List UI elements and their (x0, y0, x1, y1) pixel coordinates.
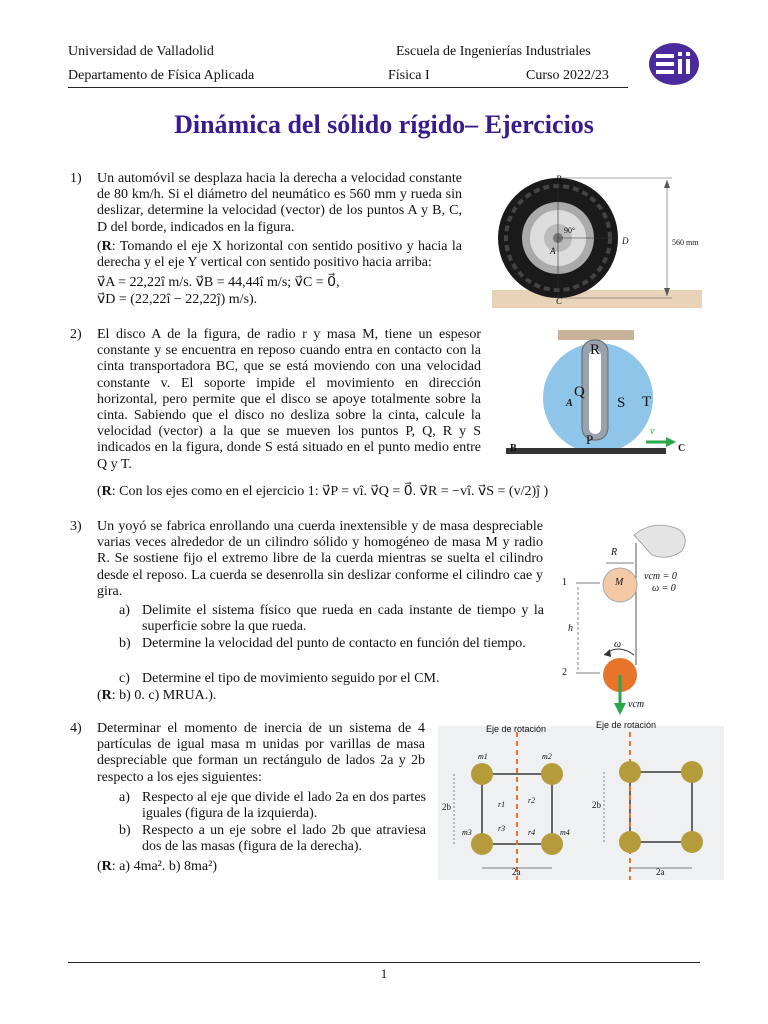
exercise-1-result-line1: v⃗A = 22,22î m/s. v⃗B = 44,44î m/s; v⃗C = 0⃗, (97, 275, 340, 290)
exercise-2-text: El disco A de la figura, de radio r y masa M, tiene un espesor constante y se encuentra en reposo cuando entra en contacto con la cinta transportadora BC, que se está moviendo con una velocidad constante v. El soporte impide el movimiento en dirección horizontal, pero permite que el disco se apoye totalmente sobre la cinta. Sabiendo que el disco no desliza sobre la cinta, calcule la velocidad (vector) a la que se mueven los puntos P, Q, R y S indicados en la figura, donde S está situado en el punto medio entre Q y T. (97, 327, 481, 472)
inertia-icon (438, 716, 724, 880)
exercise-4-number: 4) (70, 721, 82, 736)
exercise-4-item-a-label: a) (119, 790, 130, 805)
exercise-4-item-b-label: b) (119, 823, 131, 838)
tire-label-dim: 560 mm (672, 238, 699, 247)
yoyo-label-r: R (611, 547, 618, 558)
inertia-label-r3: r3 (498, 824, 506, 833)
course-year: Curso 2022/23 (526, 68, 609, 83)
exercise-2-result-label: R (101, 484, 112, 499)
disk-label-v: v (650, 426, 655, 437)
yoyo-figure (556, 515, 700, 715)
disk-icon (506, 330, 698, 460)
yoyo-icon (556, 515, 700, 715)
tire-label-a: A (550, 246, 556, 256)
inertia-label-r2: r2 (528, 796, 536, 805)
exercise-1-result: (R: Tomando el eje X horizontal con sentido positivo y hacia la derecha y el eje Y vertical con sentido positivo hacia arriba: (97, 239, 462, 271)
inertia-label-m4: m4 (560, 828, 570, 837)
tire-icon (492, 168, 702, 308)
exercise-2-result: (R: Con los ejes como en el ejercicio 1: v⃗P = vî. v⃗Q = 0⃗. v⃗R = −vî. v⃗S = (v/2)ĵ ) (97, 484, 549, 499)
inertia-axis-label-left: Eje de rotación (486, 724, 547, 734)
exercise-4-result-text: : a) 4ma². b) 8ma²) (111, 859, 217, 874)
exercise-3-result-text: : b) 0. c) MRUA.). (111, 688, 217, 703)
inertia-label-r4: r4 (528, 828, 536, 837)
disk-label-s: S (617, 395, 626, 411)
disk-label-a: A (566, 398, 573, 409)
disk-label-r: R (590, 342, 601, 358)
eii-logo (648, 42, 700, 86)
yoyo-label-2: 2 (562, 667, 567, 678)
exercise-1-result-text: : Tomando el eje X horizontal con sentido positivo y hacia la derecha y el eje Y vertical con sentido positivo hacia arriba: (97, 239, 462, 271)
yoyo-label-h: h (568, 623, 573, 634)
disk-label-q: Q (574, 384, 585, 400)
exercise-3-item-c-text: Determine el tipo de movimiento seguido por el CM. (142, 671, 440, 686)
exercise-4-item-b-text: Respecto a un eje sobre el lado 2b que atraviesa dos de las masas (figura de la derecha). (142, 823, 426, 855)
exercise-2-number: 2) (70, 327, 82, 342)
disk-label-t: T (642, 394, 652, 410)
yoyo-label-vcm0: vcm = 0 (644, 571, 677, 582)
exercise-3-text: Un yoyó se fabrica enrollando una cuerda inextensible y de masa despreciable varias veces alrededor de un cilindro sólido y homogéneo de masa M y radio R. Se sostiene fijo el extremo libre de la cuerda mientras se suelta el cilindro desde el reposo. La cuerda se desenrolla sin deslizar conforme el cilindro cae y gira. (97, 519, 543, 599)
department-name: Departamento de Física Aplicada (68, 68, 255, 83)
tire-label-c: C (556, 296, 563, 306)
exercise-2-result-text: : Con los ejes como en el ejercicio 1: v⃗P = vî. v⃗Q = 0⃗. v⃗R = −vî. v⃗S = (v/2)ĵ ) (111, 484, 549, 499)
tire-label-angle: 90° (564, 226, 576, 235)
university-name: Universidad de Valladolid (68, 44, 214, 59)
tire-label-d: D (622, 236, 629, 246)
exercise-3-result-label: R (101, 688, 112, 703)
exercise-3-number: 3) (70, 519, 82, 534)
tire-figure (492, 168, 702, 308)
inertia-label-r1: r1 (498, 800, 506, 809)
inertia-label-2b-left: 2b (442, 802, 451, 812)
header-rule (68, 87, 628, 88)
inertia-axis-label-right: Eje de rotación (596, 720, 657, 730)
inertia-label-m1: m1 (478, 752, 488, 761)
exercise-4-item-a-text: Respecto al eje que divide el lado 2a en dos partes iguales (figura de la izquierda). (142, 790, 426, 822)
disk-label-b: B (510, 443, 517, 454)
disk-label-c: C (678, 443, 686, 454)
yoyo-label-m: M (615, 577, 624, 588)
yoyo-label-w0: ω = 0 (652, 583, 676, 594)
school-name: Escuela de Ingenierías Industriales (396, 44, 591, 59)
exercise-3-item-b-label: b) (119, 636, 131, 651)
inertia-label-2b-right: 2b (592, 800, 601, 810)
yoyo-label-vcm: vcm (628, 699, 645, 710)
page-title: Dinámica del sólido rígido– Ejercicios (174, 110, 594, 139)
page-number: 1 (380, 966, 388, 981)
footer-rule (68, 962, 700, 963)
disk-figure (506, 330, 698, 460)
disk-label-p: P (586, 432, 594, 447)
exercise-3-result: (R: b) 0. c) MRUA.). (97, 688, 217, 703)
exercise-3-item-a-label: a) (119, 603, 130, 618)
course-name: Física I (388, 68, 430, 83)
exercise-1-text: Un automóvil se desplaza hacia la derecha a velocidad constante de 80 km/h. Si el diámetro del neumático es 560 mm y rueda sin deslizar, determine la velocidad (vector) de los puntos A y B, C, D del borde, indicados en la figura. (97, 171, 462, 235)
exercise-1-result-label: R (101, 239, 112, 254)
yoyo-label-w: ω (614, 639, 622, 650)
exercise-3-item-a-text: Delimite el sistema físico que rueda en cada instante de tiempo y la superficie sobre la que rueda. (142, 603, 544, 635)
inertia-label-m3: m3 (462, 828, 472, 837)
inertia-label-2a-left: 2a (512, 867, 521, 877)
exercise-4-text: Determinar el momento de inercia de un sistema de 4 partículas de igual masa m unidas por varillas de masa despreciable que forman un rectángulo de lados 2a y 2b respecto a los ejes siguientes: (97, 721, 425, 785)
inertia-figure (438, 716, 724, 880)
tire-label-b: B (556, 174, 562, 184)
exercise-4-result: (R: a) 4ma². b) 8ma²) (97, 859, 217, 874)
exercise-1-number: 1) (70, 171, 82, 186)
yoyo-label-1: 1 (562, 577, 567, 588)
exercise-3-item-c-label: c) (119, 671, 130, 686)
exercise-4-result-label: R (101, 859, 112, 874)
exercise-1-result-line2: v⃗D = (22,22î − 22,22ĵ) m/s). (97, 292, 258, 307)
inertia-label-m2: m2 (542, 752, 552, 761)
exercise-3-item-b-text: Determine la velocidad del punto de contacto en función del tiempo. (142, 636, 526, 651)
inertia-label-2a-right: 2a (656, 867, 665, 877)
eii-logo-icon (648, 42, 700, 86)
